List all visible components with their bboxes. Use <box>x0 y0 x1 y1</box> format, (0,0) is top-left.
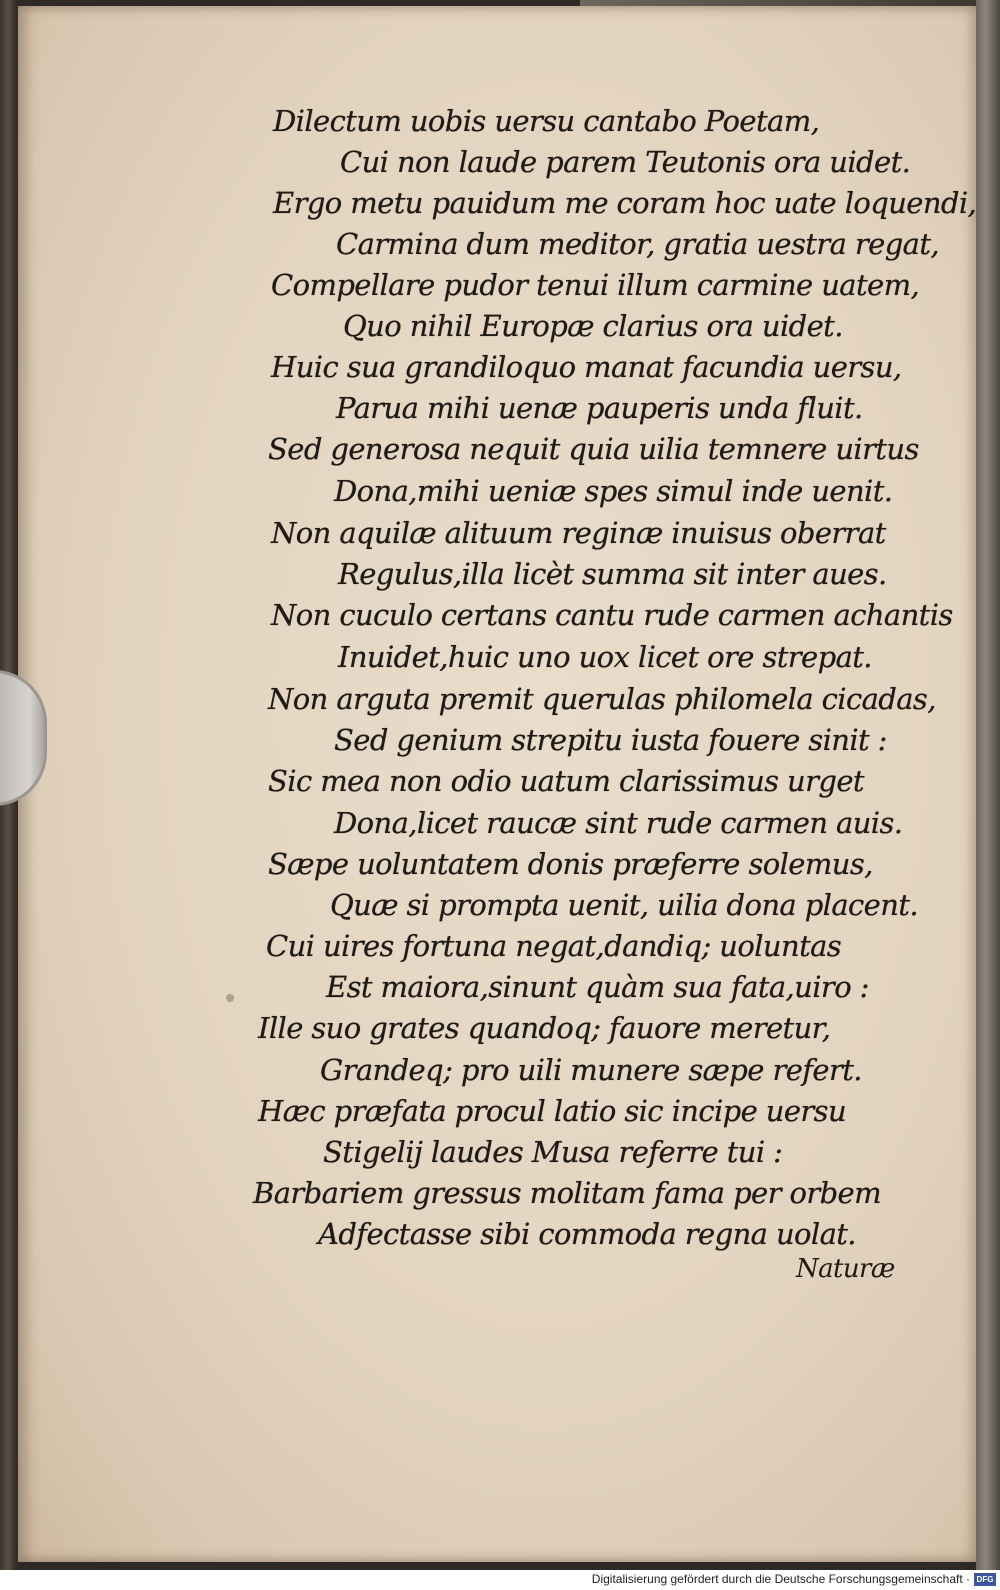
verse-line: Non aquilæ alituum reginæ inuisus oberrat <box>271 516 886 550</box>
verse-line: Sæpe uoluntatem donis præferre solemus, <box>268 847 873 881</box>
verse-line: Adfectasse sibi commoda regna uolat. <box>318 1217 856 1251</box>
verse-line: Barbariem gressus molitam fama per orbem <box>253 1176 882 1210</box>
paper-speck <box>226 994 234 1002</box>
verse-line: Hæc præfata procul latio sic incipe uersu <box>258 1094 847 1128</box>
verse-line: Grandeq; pro uili munere sæpe refert. <box>320 1053 862 1087</box>
verse-line: Sic mea non odio uatum clarissimus urget <box>268 764 864 798</box>
verse-line: Non cuculo certans cantu rude carmen achantis <box>271 598 953 632</box>
verse-line: Regulus,illa licèt summa sit inter aues. <box>338 557 887 591</box>
verse-line: Carmina dum meditor, gratia uestra regat, <box>336 227 940 261</box>
verse-line: Quo nihil Europæ clarius ora uidet. <box>343 309 843 343</box>
verse-line: Ergo metu pauidum me coram hoc uate loquendi, <box>273 186 977 220</box>
verse-line: Huic sua grandiloquo manat facundia uersu, <box>271 350 902 384</box>
dfg-logo: DFG <box>974 1573 996 1586</box>
verse-line: Cui non laude parem Teutonis ora uidet. <box>340 145 911 179</box>
book-right-edge <box>976 0 1000 1570</box>
verse-line: Sed generosa nequit quia uilia temnere uirtus <box>268 432 919 466</box>
footer-credit: Digitalisierung gefördert durch die Deutsche Forschungsgemeinschaft · <box>591 1572 970 1586</box>
verse-line: Cui uires fortuna negat,dandiq; uoluntas <box>266 929 842 963</box>
verse-line: Dona,mihi ueniæ spes simul inde uenit. <box>334 474 893 508</box>
verse-line: Dilectum uobis uersu cantabo Poetam, <box>273 104 820 138</box>
verse-line: Quæ si prompta uenit, uilia dona placent. <box>330 888 918 922</box>
verse-line: Non arguta premit querulas philomela cicadas, <box>268 682 936 716</box>
verse-line: Dona,licet raucæ sint rude carmen auis. <box>334 806 903 840</box>
verse-line: Parua mihi uenæ pauperis unda fluit. <box>336 391 863 425</box>
verse-line: Est maiora,sinunt quàm sua fata,uiro : <box>326 970 869 1004</box>
verse-line: Ille suo grates quandoq; fauore meretur, <box>258 1011 831 1045</box>
footer-bar <box>0 1570 1000 1590</box>
book-page <box>18 6 976 1562</box>
catchword: Naturæ <box>796 1254 895 1284</box>
verse-line: Stigelij laudes Musa referre tui : <box>323 1135 783 1169</box>
verse-line: Sed genium strepitu iusta fouere sinit : <box>334 723 887 757</box>
verse-line: Compellare pudor tenui illum carmine uatem, <box>271 268 920 302</box>
verse-line: Inuidet,huic uno uox licet ore strepat. <box>338 640 872 674</box>
